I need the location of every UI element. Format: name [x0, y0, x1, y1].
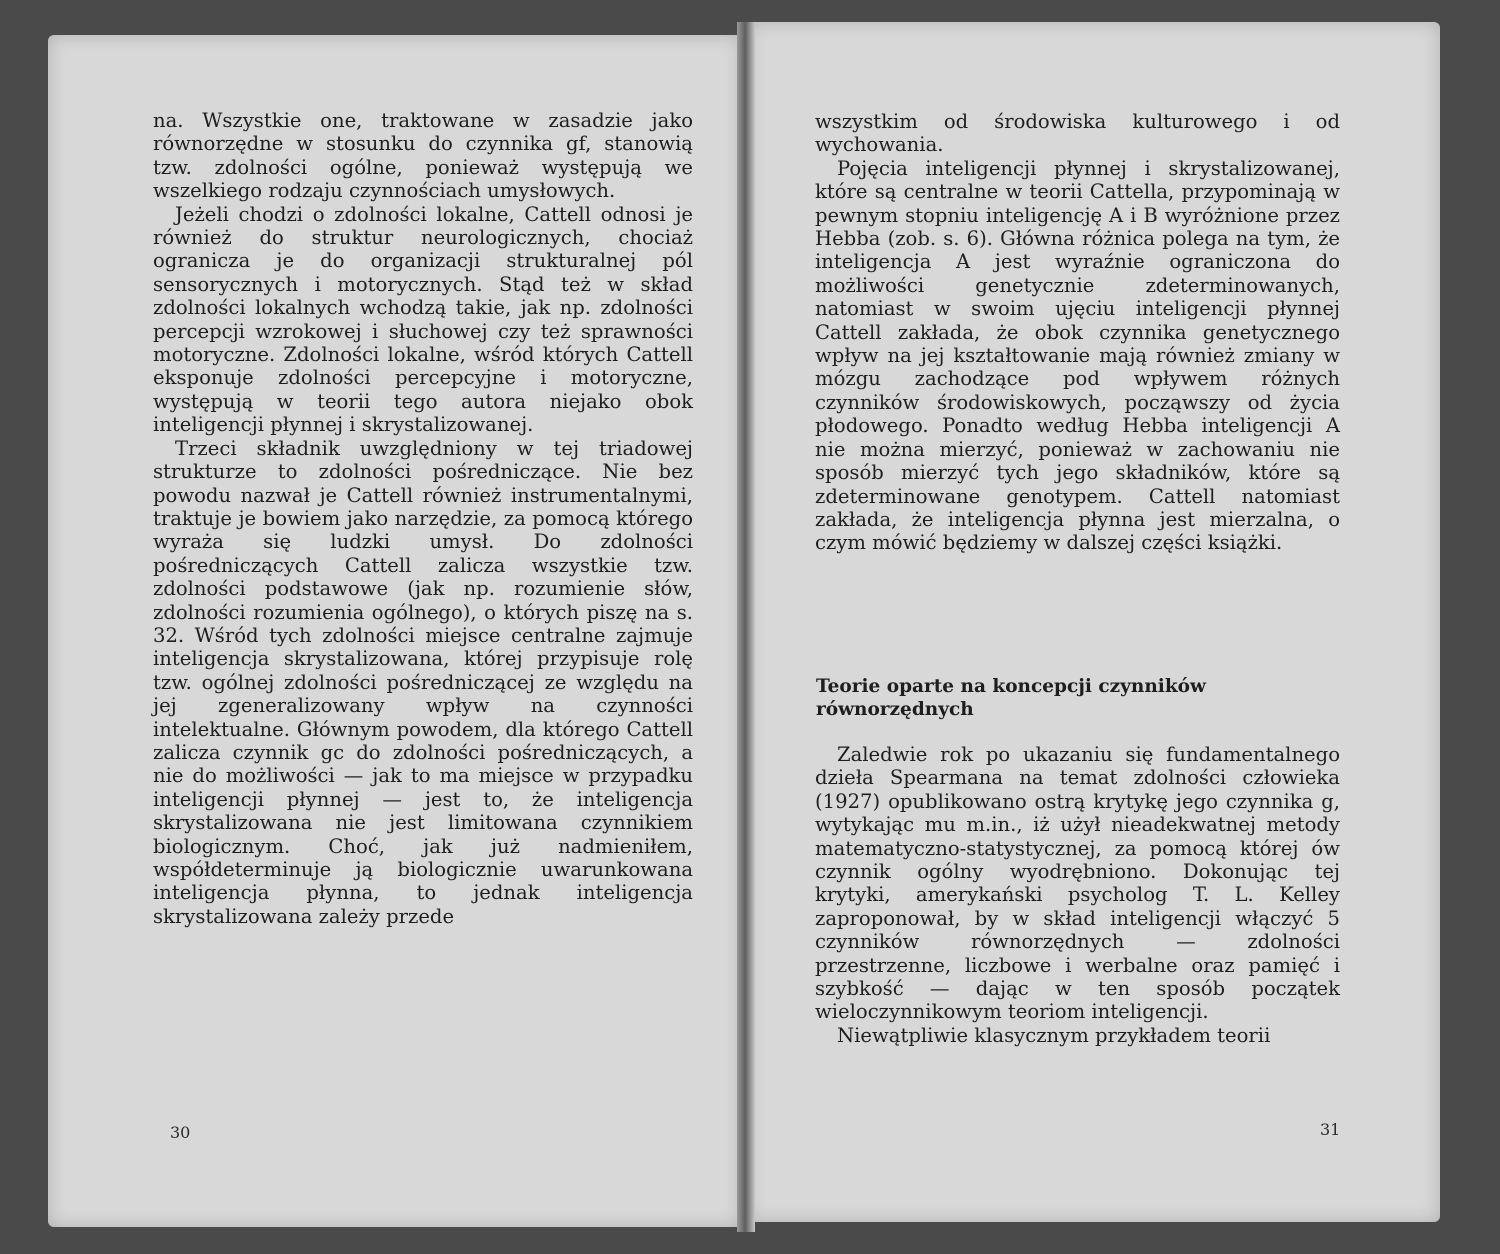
left-paragraph-1: na. Wszystkie one, traktowane w zasadzie jako równorzędne w stosunku do czynnika gf, stanowią tzw. zdolności ogólne, ponieważ występują we wszelkiego rodzaju czynnościach umysłowych. [153, 109, 693, 203]
book-gutter [737, 22, 755, 1232]
left-paragraph-3: Trzeci składnik uwzględniony w tej triadowej strukturze to zdolności pośredniczące. Nie bez powodu nazwał je Cattell również instrumentalnymi, traktuje je bowiem jako narzędzie, za pomocą którego wyraża się ludzki umysł. Do zdolności pośredniczących Cattell zalicza wszystkie tzw. zdolności podstawowe (jak np. rozumienie słów, zdolności rozumienia ogólnego), o których piszę na s. 32. Wśród tych zdolności miejsce centralne zajmuje inteligencja skrystalizowana, której przypisuje rolę tzw. ogólnej zdolności pośredniczącej ze względu na jej zgeneralizowany wpływ na czynności intelektualne. Głównym powodem, dla którego Cattell zalicza czynnik gc do zdolności pośredniczących, a nie do możliwości — jak to ma miejsce w przypadku inteligencji płynnej — jest to, że inteligencja skrystalizowana nie jest limitowana czynnikiem biologicznym. Choć, jak już nadmieniłem, współdeterminuje ją biologicznie uwarunkowana inteligencja płynna, to jednak inteligencja skrystalizowana zależy przede [153, 436, 693, 928]
right-paragraph-2: Pojęcia inteligencji płynnej i skrystalizowanej, które są centralne w teorii Cattella, przypominają w pewnym stopniu inteligencję A i B wyróżnione przez Hebba (zob. s. 6). Główna różnica polega na tym, że inteligencja A jest wyraźnie ograniczona do możliwości genetycznie zdeterminowanych, natomiast w swoim ujęciu inteligencji płynnej Cattell zakłada, że obok czynnika genetycznego wpływ na jej kształtowanie mają również zmiany w mózgu zachodzące pod wpływem różnych czynników środowiskowych, począwszy od życia płodowego. Ponadto według Hebba inteligencji A nie można mierzyć, ponieważ w zachowaniu nie sposób mierzyć tych jego składników, które są zdeterminowane genotypem. Cattell natomiast zakłada, że inteligencja płynna jest mierzalna, o czym mówić będziemy w dalszej części książki. [815, 156, 1340, 555]
left-page-text [153, 109, 693, 928]
right-paragraph-4: Niewątpliwie klasycznym przykładem teorii [837, 1023, 1271, 1047]
right-page-text-bottom [815, 743, 1340, 1047]
right-paragraph-1: wszystkim od środowiska kulturowego i od wychowania. [815, 110, 1340, 157]
page-number-right: 31 [1320, 1120, 1341, 1139]
left-paragraph-2: Jeżeli chodzi o zdolności lokalne, Cattell odnosi je również do struktur neurologicznych, chociaż ogranicza je do organizacji strukturalnej pól sensorycznych i motorycznych. Stąd też w skład zdolności lokalnych wchodzą takie, jak np. zdolności percepcji wzrokowej i słuchowej czy też sprawności motoryczne. Zdolności lokalne, wśród których Cattell eksponuje zdolności percepcyjne i motoryczne, występują w teorii tego autora niejako obok inteligencji płynnej i skrystalizowanej. [153, 202, 693, 437]
right-paragraph-3: Zaledwie rok po ukazaniu się fundamentalnego dzieła Spearmana na temat zdolności człowieka (1927) opublikowano ostrą krytykę jego czynnika g, wytykając mu m.in., iż użył nieadekwatnej metody matematyczno-statystycznej, za pomocą której ów czynnik ogólny wyodrębniono. Dokonując tej krytyki, amerykański psycholog T. L. Kelley zaproponował, by w skład inteligencji włączyć 5 czynników równorzędnych — zdolności przestrzenne, liczbowe i werbalne oraz pamięć i szybkość — dając w ten sposób początek wieloczynnikowym teoriom inteligencji. [815, 743, 1340, 1024]
right-page-text-top [815, 110, 1340, 555]
section-heading: Teorie oparte na koncepcji czynników równorzędnych [816, 676, 1206, 720]
page-number-left: 30 [170, 1123, 191, 1142]
